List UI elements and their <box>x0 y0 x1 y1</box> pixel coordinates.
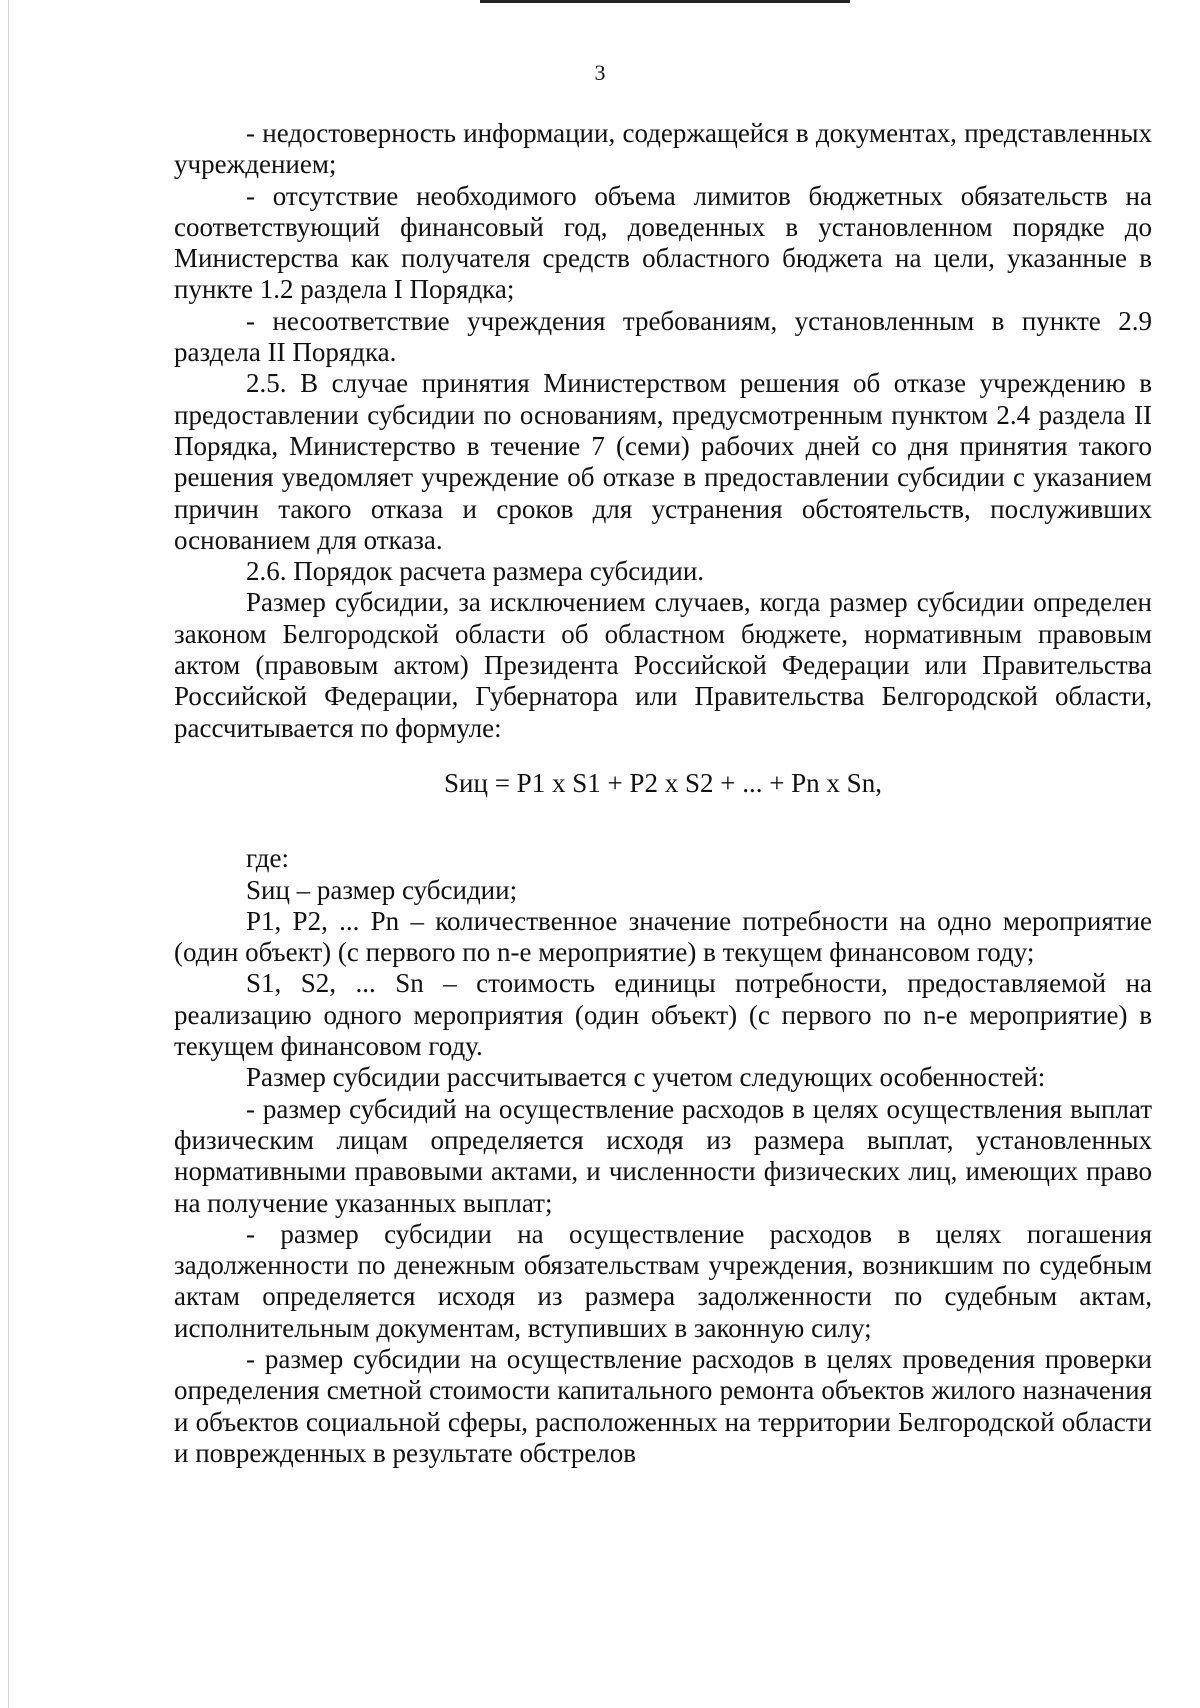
page-number: 3 <box>594 60 606 85</box>
paragraph-2-6-heading: 2.6. Порядок расчета размера субсидии. <box>246 556 705 587</box>
top-rule <box>480 0 850 3</box>
document-body <box>174 118 1152 1469</box>
features-intro: Размер субсидии рассчитывается с учетом следующих особенностей: <box>246 1062 1046 1093</box>
scan-edge-line <box>8 0 9 1708</box>
where-label: где: <box>246 843 289 874</box>
paragraph-unreliable-info: - недостоверность информации, содержащейся в документах, представленных учреждением; <box>174 118 1152 180</box>
subsidy-formula: Sиц = P1 x S1 + P2 x S2 + ... + Pn x Sn, <box>444 767 882 798</box>
feature-payments: - размер субсидий на осуществление расходов в целях осуществления выплат физическим лицам определяется исходя из размера выплат, установленных нормативными правовыми актами, и численности физических лиц, имеющих право на получение указанных выплат; <box>174 1093 1152 1218</box>
paragraph-lack-of-limits: - отсутствие необходимого объема лимитов бюджетных обязательств на соответствующий финансовый год, доведенных в установленном порядке до Министерства как получателя средств областного бюджета на цели, указанные в пункте 1.2 раздела I Порядка; <box>174 180 1152 305</box>
paragraph-2-5: 2.5. В случае принятия Министерством решения об отказе учреждению в предоставлении субсидии по основаниям, предусмотренным пунктом 2.4 раздела II Порядка, Министерство в течение 7 (семи) рабочих дней со дня принятия такого решения уведомляет учреждение об отказе в предоставлении субсидии с указанием причин такого отказа и сроков для устранения обстоятельств, послуживших основанием для отказа. <box>174 368 1152 555</box>
definition-p-values: P1, P2, ... Pn – количественное значение потребности на одно мероприятие (один объект) (с первого по n-е мероприятие) в текущем финансовом году; <box>174 905 1152 968</box>
feature-debt-repayment: - размер субсидии на осуществление расходов в целях погашения задолженности по денежным обязательствам учреждения, возникшим по судебным актам определяется исходя из размера задолженности по судебным актам, исполнительным документам, вступивших в законную силу; <box>174 1218 1152 1343</box>
paragraph-non-compliance: - несоответствие учреждения требованиям, установленным в пункте 2.9 раздела II Порядка. <box>174 305 1152 368</box>
feature-estimate-check: - размер субсидии на осуществление расходов в целях проведения проверки определения сметной стоимости капитального ремонта объектов жилого назначения и объектов социальной сферы, расположенных на территории Белгородской области и поврежденных в результате обстрелов <box>174 1343 1152 1468</box>
definition-s-values: S1, S2, ... Sn – стоимость единицы потребности, предоставляемой на реализацию одного мероприятия (один объект) (с первого по n-е мероприятие) в текущем финансовом году. <box>174 968 1152 1062</box>
definition-siz: Sиц – размер субсидии; <box>246 874 518 905</box>
paragraph-subsidy-size: Размер субсидии, за исключением случаев, когда размер субсидии определен законом Белгородской области об областном бюджете, нормативным правовым актом (правовым актом) Президента Российской Федерации или Правительства Российской Федерации, Губернатора или Правительства Белгородской области, рассчитывается по формуле: <box>174 587 1152 743</box>
